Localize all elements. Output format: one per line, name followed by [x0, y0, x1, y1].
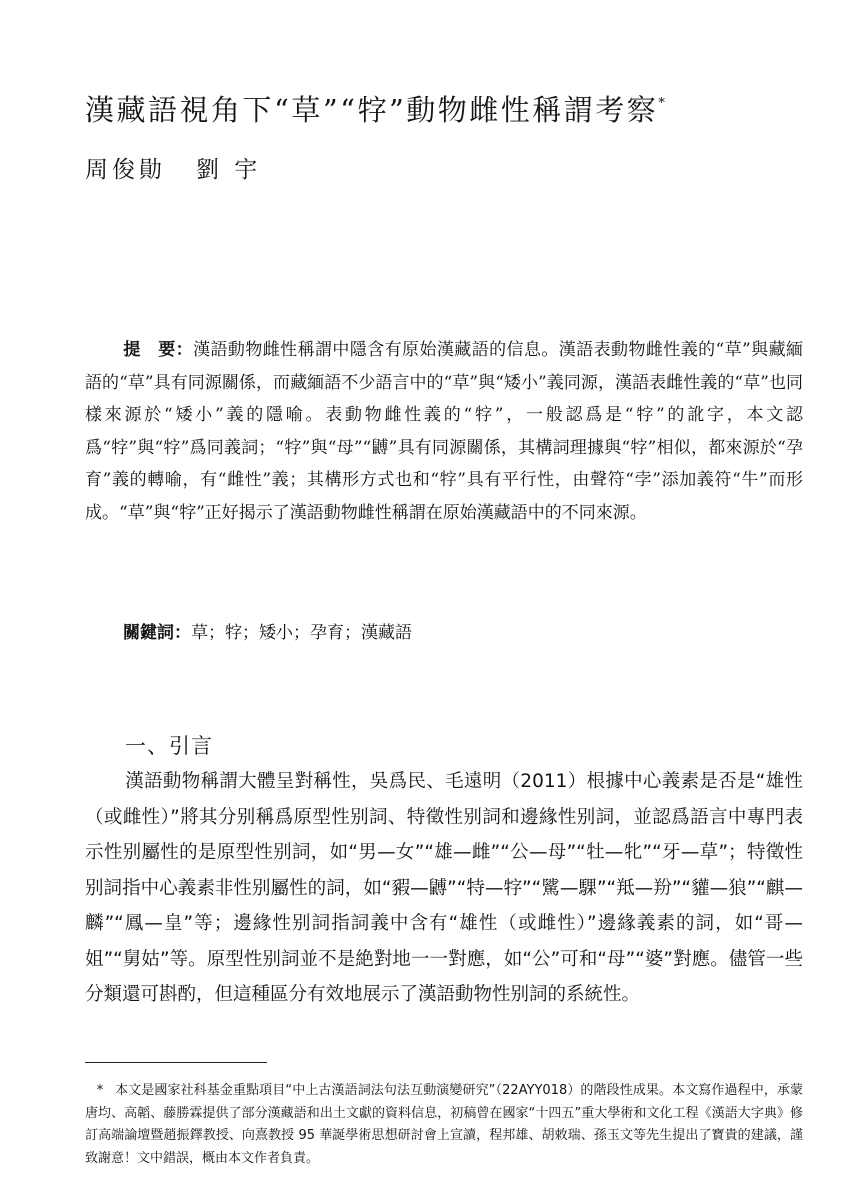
body-paragraph [85, 764, 803, 1013]
paper-title-text: 漢藏語視角下“草”“牸”動物雌性稱謂考察 [85, 93, 659, 127]
keywords [123, 618, 803, 648]
abstract [85, 334, 803, 530]
footnote [85, 1080, 803, 1170]
footnote-marker: * [96, 1083, 104, 1098]
paper-title [85, 90, 805, 130]
author-list [85, 151, 261, 184]
abstract-label: 提 要： [123, 340, 194, 360]
keywords-label: 關鍵詞： [123, 623, 191, 643]
abstract-text: 漢語動物雌性稱謂中隱含有原始漢藏語的信息。漢語表動物雌性義的“草”與藏緬語的“草”具有同源關係，而藏緬語不少語言中的“草”與“矮小”義同源，漢語表雌性義的“草”也同樣來源於“矮小”義的隱喻。表動物雌性義的“牸”，一般認爲是“牸”的訛字，本文認爲“牸”與“牸”爲同義詞；“牸”與“母”“䶈”具有同源關係，其構詞理據與“牸”相似，都來源於“孕育”義的轉喻，有“雌性”義；其構形方式也和“牸”具有平行性，由聲符“孛”添加義符“牛”而形成。“草”與“牸”正好揭示了漢語動物雌性稱謂在原始漢藏語中的不同來源。 [85, 340, 803, 523]
author-name: 劉 宇 [196, 157, 262, 183]
keywords-text: 草；牸；矮小；孕育；漢藏語 [191, 623, 412, 643]
title-footnote-marker[interactable]: * [658, 96, 665, 111]
body-paragraph-text: 漢語動物稱謂大體呈對稱性，吳爲民、毛遠明（2011）根據中心義素是否是“雄性（或雌性）”將其分别稱爲原型性别詞、特徵性别詞和邊緣性别詞，並認爲語言中專門表示性别屬性的是原型性别詞，如“男—女”“雄—雌”“公—母”“牡—牝”“牙—草”；特徵性别詞指中心義素非性别屬性的詞，如“豭—䶈”“特—牸”“騭—騍”“羝—羒”“貛—狼”“麒—麟”“鳳—皇”等；邊緣性别詞指詞義中含有“雄性（或雌性）”邊緣義素的詞，如“哥—姐”“舅姑”等。原型性别詞並不是絶對地一一對應，如“公”可和“母”“婆”對應。儘管一些分類還可斟酌，但這種區分有效地展示了漢語動物性别詞的系統性。 [85, 771, 803, 1005]
footnote-text: 本文是國家社科基金重點項目“中上古漢語詞法句法互動演變研究”（22AYY018）的階段性成果。本文寫作過程中，承蒙唐均、高韜、藤勝霖提供了部分漢藏語和出土文獻的資料信息，初稿曾在國家“十四五”重大學術和文化工程《漢語大字典》修訂高端論壇暨趙振鐸教授、向熹教授 95 華誕學術思想研討會上宣讀，程邦雄、胡敕瑞、孫玉文等先生提出了寶貴的建議，謹致謝意！文中錯誤，概由本文作者負責。 [85, 1083, 803, 1166]
footnote-divider [85, 1062, 267, 1063]
section-heading: 一、引言 [125, 734, 213, 758]
author-name: 周俊勛 [85, 157, 166, 183]
